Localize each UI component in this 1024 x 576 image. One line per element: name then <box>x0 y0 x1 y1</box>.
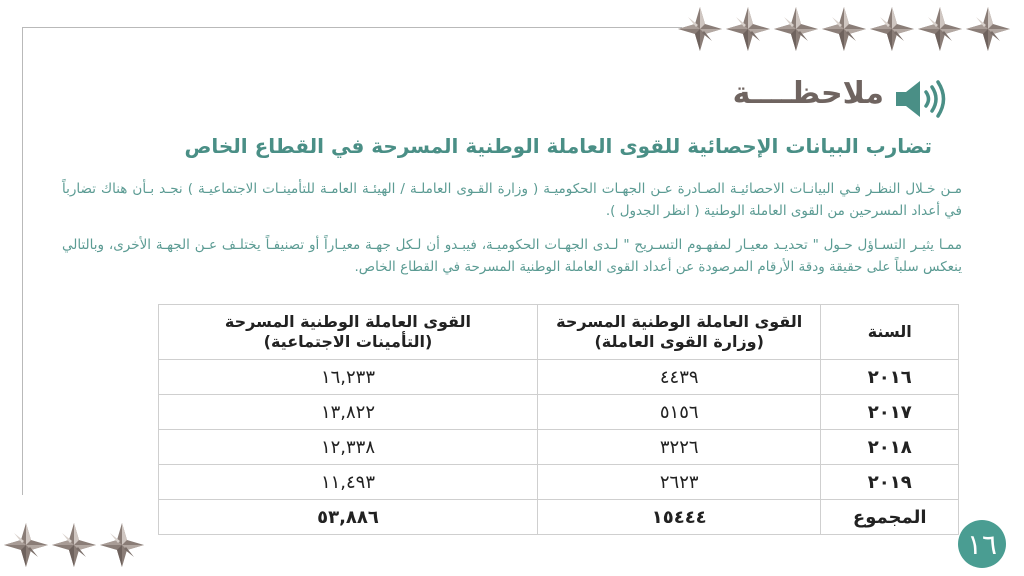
cell-gosi: ١٢,٣٣٨ <box>159 430 538 465</box>
header-mol-line1: القوى العاملة الوطنية المسرحة <box>556 312 803 331</box>
cell-gosi: ١٣,٨٢٢ <box>159 395 538 430</box>
cell-mol: ٢٦٢٣ <box>537 465 820 500</box>
header-gosi-line1: القوى العاملة الوطنية المسرحة <box>224 312 472 331</box>
star-ornament-icon <box>820 6 868 52</box>
cell-gosi: ١٦,٢٣٣ <box>159 360 538 395</box>
cell-total-mol: ١٥٤٤٤ <box>537 500 820 535</box>
data-table <box>158 304 959 535</box>
cell-mol: ٣٢٢٦ <box>537 430 820 465</box>
table-total-row <box>159 500 959 535</box>
ornament-row-top <box>676 6 1012 52</box>
star-ornament-icon <box>2 522 50 568</box>
cell-total-label: المجموع <box>821 500 959 535</box>
table-header-row <box>159 305 959 360</box>
star-ornament-icon <box>916 6 964 52</box>
star-ornament-icon <box>964 6 1012 52</box>
star-ornament-icon <box>98 522 146 568</box>
table-row <box>159 395 959 430</box>
cell-year: ٢٠١٦ <box>821 360 959 395</box>
header-mol <box>537 305 820 360</box>
header-mol-line2: (وزارة القوى العاملة) <box>594 332 764 351</box>
cell-year: ٢٠١٨ <box>821 430 959 465</box>
title-row <box>720 76 960 122</box>
paragraph-2: ممـا يثيـر التسـاؤل حـول " تحديـد معيـار لمفهـوم التسـريح " لـدى الجهـات الحكوميـة، فيبـدو أن لـكل جهـة معيـاراً أو تصنيفـاً يختلـف عـن الجهـة الأخرى، وبالتالي ينعكس سلباً على حقيقة ودقة الأرقام المرصودة عن أعداد القوى العاملة الوطنية المسرحة في القطاع الخاص. <box>62 237 962 275</box>
frame-line-top <box>22 27 682 28</box>
cell-total-gosi: ٥٣,٨٨٦ <box>159 500 538 535</box>
frame-line-left <box>22 27 23 495</box>
subtitle: تضارب البيانات الإحصائية للقوى العاملة الوطنية المسرحة في القطاع الخاص <box>184 134 932 158</box>
table-row <box>159 360 959 395</box>
star-ornament-icon <box>676 6 724 52</box>
cell-gosi: ١١,٤٩٣ <box>159 465 538 500</box>
cell-year: ٢٠١٩ <box>821 465 959 500</box>
cell-year: ٢٠١٧ <box>821 395 959 430</box>
ornament-row-bottom <box>2 522 146 568</box>
star-ornament-icon <box>868 6 916 52</box>
speaker-icon <box>892 78 952 120</box>
cell-mol: ٤٤٣٩ <box>537 360 820 395</box>
table-row <box>159 430 959 465</box>
star-ornament-icon <box>724 6 772 52</box>
star-ornament-icon <box>50 522 98 568</box>
header-year: السنة <box>821 305 959 360</box>
cell-mol: ٥١٥٦ <box>537 395 820 430</box>
page-title: ملاحظــــة <box>732 76 884 111</box>
table-row <box>159 465 959 500</box>
header-gosi <box>159 305 538 360</box>
header-gosi-line2: (التأمينات الاجتماعية) <box>263 332 433 351</box>
page-number-badge: ١٦ <box>958 520 1006 568</box>
star-ornament-icon <box>772 6 820 52</box>
paragraph-1: مـن خـلال النظـر فـي البيانـات الاحصائيـة الصـادرة عـن الجهـات الحكوميـة ( وزارة القـوى العاملـة / الهيئـة العامـة للتأمينـات الاجتماعيـة ) نجـد بـأن هناك تضارباً في أعداد المسرحين من القوى العاملة الوطنية ( انظر الجدول ). <box>62 181 962 219</box>
